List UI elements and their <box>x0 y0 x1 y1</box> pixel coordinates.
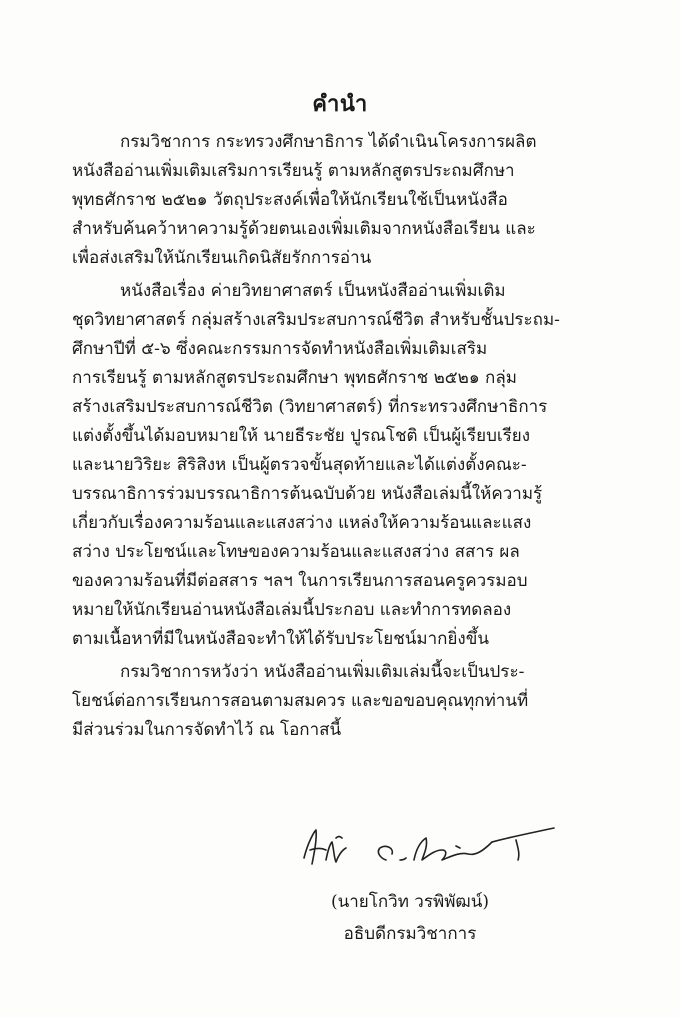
text-line: ชุดวิทยาศาสตร์ กลุ่มสร้างเสริมประสบการณ์ชีวิต สำหรับชั้นประถม- <box>72 310 560 330</box>
text-line: ของความร้อนที่มีต่อสสาร ฯลฯ ในการเรียนการสอนครูควรมอบ <box>72 571 528 591</box>
signatory-position: อธิบดีกรมวิชาการ <box>343 924 477 944</box>
text-line: สว่าง ประโยชน์และโทษของความร้อนและแสงสว่าง สสาร ผล <box>72 542 520 562</box>
text-line: เพื่อส่งเสริมให้นักเรียนเกิดนิสัยรักการอ่าน <box>72 248 372 268</box>
text-line: หนังสืออ่านเพิ่มเติมเสริมการเรียนรู้ ตามหลักสูตรประถมศึกษา <box>72 161 515 181</box>
text-line: การเรียนรู้ ตามหลักสูตรประถมศึกษา พุทธศักราช ๒๕๒๑ กลุ่ม <box>72 368 517 388</box>
text-line: กรมวิชาการหวังว่า หนังสืออ่านเพิ่มเติมเล่มนี้จะเป็นประ- <box>120 662 525 682</box>
signatory-name: (นายโกวิท วรพิพัฒน์) <box>330 892 490 912</box>
paragraph-2 <box>72 277 572 654</box>
text-line: ตามเนื้อหาที่มีในหนังสือจะทำให้ได้รับประโยชน์มากยิ่งขึ้น <box>72 629 489 649</box>
text-line: มีส่วนร่วมในการจัดทำไว้ ณ โอกาสนี้ <box>72 720 342 740</box>
text-line: หนังสือเรื่อง ค่ายวิทยาศาสตร์ เป็นหนังสืออ่านเพิ่มเติม <box>120 281 506 301</box>
text-line: เกี่ยวกับเรื่องความร้อนและแสงสว่าง แหล่งให้ความร้อนและแสง <box>72 513 532 533</box>
text-line: และนายวิริยะ สิริสิงห เป็นผู้ตรวจขั้นสุดท้ายและได้แต่งตั้งคณะ- <box>72 455 527 475</box>
paragraph-3 <box>72 658 572 745</box>
document-body <box>72 128 572 749</box>
page-title: คำนำ <box>312 91 368 117</box>
text-line: กรมวิชาการ กระทรวงศึกษาธิการ ได้ดำเนินโครงการผลิต <box>120 132 537 152</box>
text-line: สร้างเสริมประสบการณ์ชีวิต (วิทยาศาสตร์) ที่กระทรวงศึกษาธิการ <box>72 397 548 417</box>
paragraph-1 <box>72 128 572 273</box>
handwritten-signature <box>296 820 576 880</box>
text-line: สำหรับค้นคว้าหาความรู้ด้วยตนเองเพิ่มเติมจากหนังสือเรียน และ <box>72 219 536 239</box>
text-line: แต่งตั้งขึ้นได้มอบหมายให้ นายธีระชัย ปูรณโชติ เป็นผู้เรียบเรียง <box>72 426 531 446</box>
text-line: พุทธศักราช ๒๕๒๑ วัตถุประสงค์เพื่อให้นักเรียนใช้เป็นหนังสือ <box>72 190 508 210</box>
text-line: ศึกษาปีที่ ๕-๖ ซึ่งคณะกรรมการจัดทำหนังสือเพิ่มเติมเสริม <box>72 339 488 359</box>
text-line: โยชน์ต่อการเรียนการสอนตามสมควร และขอขอบคุณทุกท่านที่ <box>72 691 529 711</box>
text-line: หมายให้นักเรียนอ่านหนังสือเล่มนี้ประกอบ และทำการทดลอง <box>72 600 512 620</box>
text-line: บรรณาธิการร่วมบรรณาธิการต้นฉบับด้วย หนังสือเล่มนี้ให้ความรู้ <box>72 484 543 504</box>
